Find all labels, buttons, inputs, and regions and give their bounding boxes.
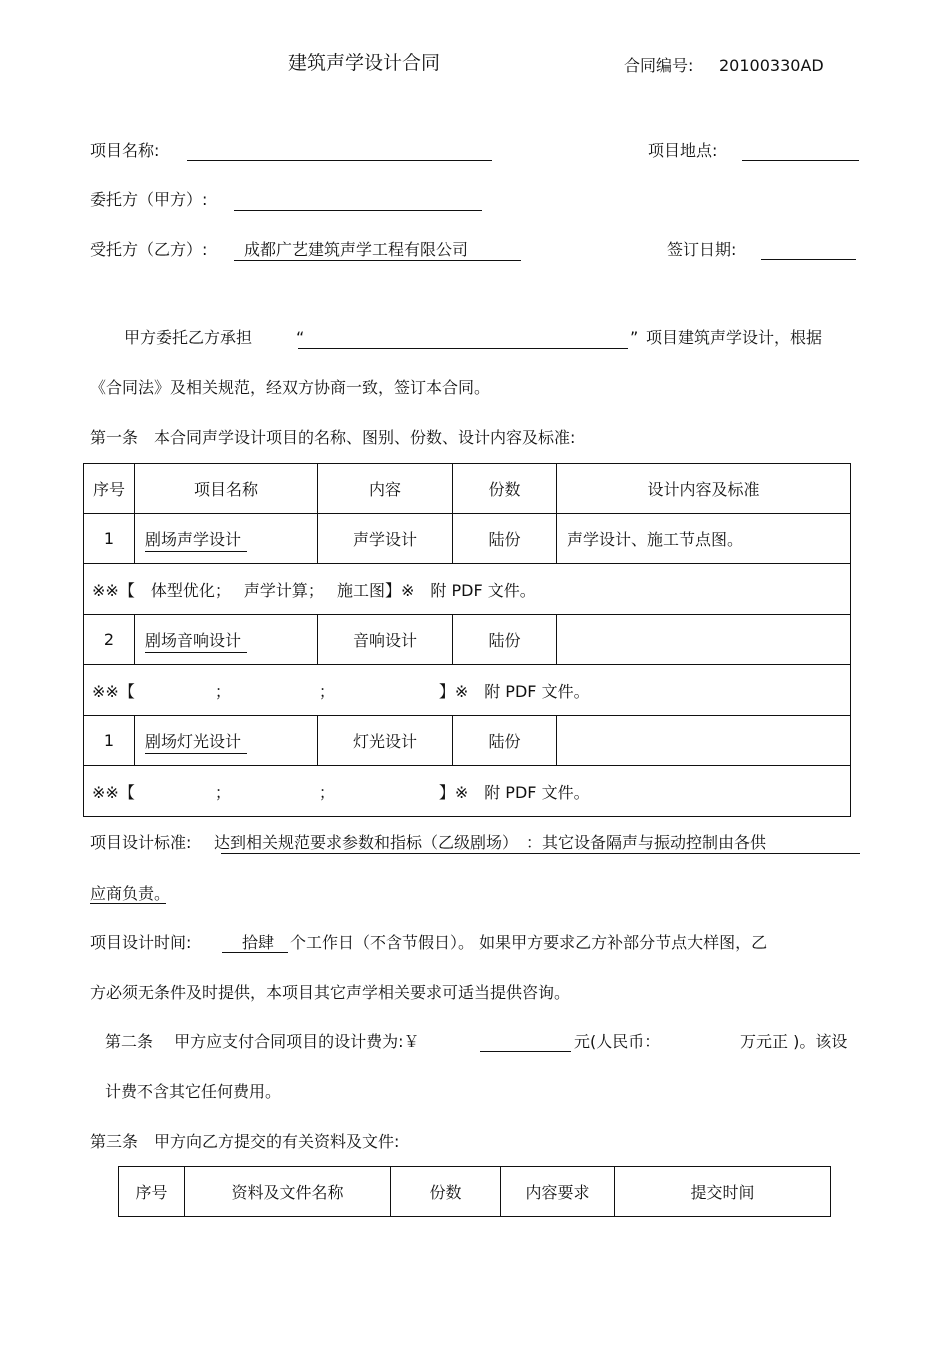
- client-label: 委托方（甲方）:: [90, 190, 208, 209]
- design-time-underline: [222, 952, 288, 953]
- item-content: 灯光设计: [318, 716, 453, 766]
- design-items-table: [83, 463, 851, 817]
- item-no: 2: [84, 615, 135, 665]
- header-cell-standard: 设计内容及标准: [557, 464, 851, 514]
- item-name: 剧场声学设计: [145, 530, 247, 552]
- client-blank[interactable]: [234, 210, 482, 211]
- design-standard-text: 到相关规范要求参数和指标（乙级剧场） ：其它设备隔声与振动控制由各供: [230, 833, 767, 852]
- header-cell-content: 内容: [318, 464, 453, 514]
- item-note: ※※【 ； ； 】※ 附 PDF 文件。: [84, 766, 851, 817]
- header-cell-copies: 份数: [453, 464, 557, 514]
- doc-header-name: 资料及文件名称: [185, 1167, 391, 1217]
- fee-amount-blank[interactable]: [480, 1051, 571, 1052]
- project-site-blank[interactable]: [742, 160, 859, 161]
- sign-date-label: 签订日期:: [667, 240, 737, 259]
- contract-no-label: 合同编号:: [624, 56, 694, 75]
- contract-no: 20100330AD: [719, 56, 824, 75]
- item-content: 声学设计: [318, 514, 453, 564]
- article2-text-a: 第二条 甲方应支付合同项目的设计费为:￥: [105, 1032, 420, 1051]
- item-no: 1: [84, 514, 135, 564]
- header-cell-no: 序号: [84, 464, 135, 514]
- project-name-label: 项目名称:: [90, 141, 160, 160]
- contractor-label: 受托方（乙方）:: [90, 240, 208, 259]
- intro-line1-b: 项目建筑声学设计，根据: [646, 328, 823, 347]
- design-standard-line2-underline: [90, 903, 166, 904]
- contractor-underline: [234, 260, 521, 261]
- article3-heading: 第三条 甲方向乙方提交的有关资料及文件:: [90, 1132, 400, 1151]
- intro-line2: 《合同法》及相关规范，经双方协商一致，签订本合同。: [90, 378, 491, 397]
- article2-text-b: 元(人民币：: [574, 1032, 661, 1051]
- item-note: ※※【 ； ； 】※ 附 PDF 文件。: [84, 665, 851, 716]
- table-note-row: [84, 766, 851, 817]
- documents-table: [118, 1166, 831, 1217]
- design-standard-underline: [221, 853, 860, 854]
- item-standard: [557, 716, 851, 766]
- article2-text-c: 万元正 )。该设: [740, 1032, 848, 1051]
- design-standard-prefix: 达: [214, 833, 231, 852]
- doc-header-requirements: 内容要求: [501, 1167, 615, 1217]
- item-name: 剧场灯光设计: [145, 732, 247, 754]
- header-cell-name: 项目名称: [135, 464, 318, 514]
- item-no: 1: [84, 716, 135, 766]
- document-title: 建筑声学设计合同: [288, 52, 441, 74]
- item-note: ※※【 体型优化； 声学计算； 施工图】※ 附 PDF 文件。: [84, 564, 851, 615]
- design-time-rest: 个工作日（不含节假日）。 如果甲方要求乙方补部分节点大样图，乙: [290, 933, 768, 952]
- table-row: [84, 514, 851, 564]
- item-content: 音响设计: [318, 615, 453, 665]
- doc-header-copies: 份数: [391, 1167, 501, 1217]
- design-standard-label: 项目设计标准:: [90, 833, 192, 852]
- item-copies: 陆份: [453, 615, 557, 665]
- item-standard: [557, 615, 851, 665]
- item-copies: 陆份: [453, 716, 557, 766]
- table-header-row: [84, 464, 851, 514]
- quote-close: ”: [630, 328, 639, 347]
- article1-heading: 第一条 本合同声学设计项目的名称、图别、份数、设计内容及标准:: [90, 428, 576, 447]
- project-site-label: 项目地点:: [648, 141, 718, 160]
- design-time-value: 拾肆: [242, 933, 275, 952]
- item-name: 剧场音响设计: [145, 631, 247, 653]
- design-time-label: 项目设计时间:: [90, 933, 192, 952]
- table-row: [84, 615, 851, 665]
- contractor-value: 成都广艺建筑声学工程有限公司: [244, 240, 469, 259]
- doc-header-no: 序号: [119, 1167, 185, 1217]
- project-name-blank[interactable]: [187, 160, 492, 161]
- doc-header-time: 提交时间: [615, 1167, 831, 1217]
- item-standard: 声学设计、施工节点图。: [557, 514, 851, 564]
- article2-line2: 计费不含其它任何费用。: [105, 1082, 282, 1101]
- intro-line1-a: 甲方委托乙方承担: [124, 328, 253, 347]
- design-time-line2: 方必须无条件及时提供，本项目其它声学相关要求可适当提供咨询。: [90, 983, 571, 1002]
- table-note-row: [84, 665, 851, 716]
- table-note-row: [84, 564, 851, 615]
- commission-project-blank[interactable]: [298, 348, 628, 349]
- quote-open: “: [296, 328, 305, 347]
- table-row: [84, 716, 851, 766]
- sign-date-blank[interactable]: [761, 259, 856, 260]
- table-header-row: [119, 1167, 831, 1217]
- design-standard-line2: 应商负责。: [90, 884, 171, 903]
- item-copies: 陆份: [453, 514, 557, 564]
